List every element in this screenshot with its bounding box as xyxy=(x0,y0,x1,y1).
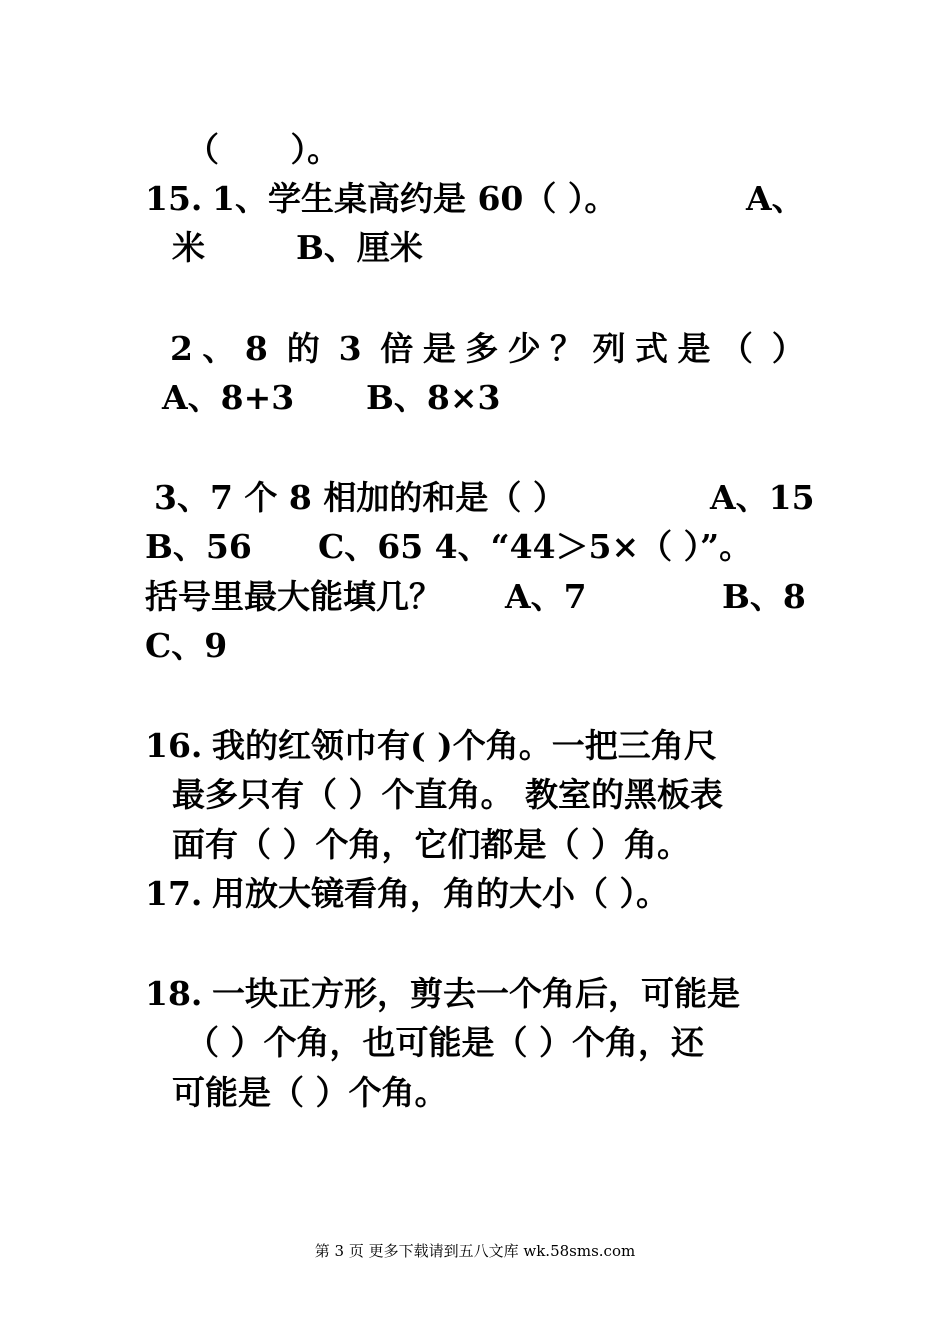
q15-sub4-option-b: B、8 xyxy=(722,577,806,616)
q16-line-2: 最多只有（ ）个直角。 教室的黑板表 xyxy=(172,775,723,814)
q14-answer-continuation: （ ）。 xyxy=(186,130,340,169)
q18-number: 18. xyxy=(145,974,203,1013)
q15-sub2-option-a: A、8+3 xyxy=(162,378,295,417)
q15-sub3-option-c-and-sub4: C、65 4、“44＞5×（ ）”。 xyxy=(318,527,753,566)
q15-sub4-option-a: A、7 xyxy=(505,577,587,616)
q18-line-1: 一块正方形，剪去一个角后，可能是 xyxy=(212,974,740,1013)
q15-sub1-option-a: A、 xyxy=(746,179,805,218)
page-footer: 第 3 页 更多下载请到五八文库 wk.58sms.com xyxy=(314,1242,636,1260)
q17-number: 17. xyxy=(145,874,203,913)
q15-sub3-text: 3、7 个 8 相加的和是（ ） xyxy=(154,478,566,517)
q17-text: 用放大镜看角，角的大小（ ）。 xyxy=(212,874,669,913)
q15-sub4-question: 括号里最大能填几？ xyxy=(145,577,442,616)
q18-line-3: 可能是（ ）个角。 xyxy=(172,1073,448,1112)
q15-number: 15. xyxy=(145,179,203,218)
q15-sub2-text: 2 、 8 的 3 倍 是 多 少 ？ 列 式 是 （ ） xyxy=(170,329,805,368)
q16-line-3: 面有（ ）个角，它们都是（ ）角。 xyxy=(172,825,690,864)
q16-number: 16. xyxy=(145,726,203,765)
q16-line-1: 我的红领巾有( )个角。一把三角尺 xyxy=(212,726,717,765)
q18-line-2: （ ）个角，也可能是（ ）个角，还 xyxy=(186,1023,704,1062)
q15-sub4-option-c: C、9 xyxy=(145,626,228,665)
q15-sub1-option-a-text: 米 xyxy=(172,228,205,267)
q15-sub3-option-a: A、15 xyxy=(710,478,815,517)
q15-sub3-option-b: B、56 xyxy=(145,527,252,566)
q15-sub2-option-b: B、8×3 xyxy=(366,378,501,417)
q15-sub1-option-b: B、厘米 xyxy=(296,228,423,267)
q15-sub1-text: 1、学生桌高约是 60（ ）。 xyxy=(212,179,618,218)
